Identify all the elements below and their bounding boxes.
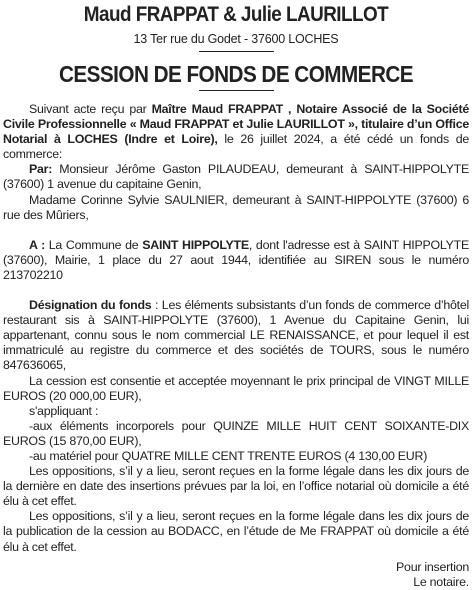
designation-paragraph xyxy=(3,298,469,373)
notaries-name: Maud FRAPPAT & Julie LAURILLOT xyxy=(83,3,389,26)
designation-text: : Les éléments subsistants d’un fonds de commerce d’hôtel restaurant sis à SAINT-HIPPOLYTE (37600), 1 Avenue du Capitaine Genin, lui appartenant, connu sous le nom commercial LE RENAISSANCE, et pour lequel il est immatriculé au registre du commerce et des sociétés de TOURS, sous le numéro 847636065, xyxy=(3,298,469,373)
office-address: 13 Ter rue du Godet - 37600 LOCHES xyxy=(133,32,339,46)
divider xyxy=(199,51,274,52)
notice-body xyxy=(3,102,469,555)
seller2-paragraph: Madame Corinne Sylvie SAULNIER, demeurant à SAINT-HIPPOLYTE (37600) 6 rue des Mûriers, xyxy=(3,192,469,222)
intro-notary: Maître Maud FRAPPAT , Notaire Associé de la Société Civile Professionnelle « Maud FRAPPAT et Julie LAURILLOT », titulaire d’un Office Notarial à LOCHES (Indre et Loire), xyxy=(3,102,469,147)
signature-line-2: Le notaire. xyxy=(413,574,469,589)
seller-text: Monsieur Jérôme Gaston PILAUDEAU, demeurant à SAINT-HIPPOLYTE (37600) 1 avenue du capitaine Genin, xyxy=(3,162,469,192)
opposition-paragraph-2: Les oppositions, s’il y a lieu, seront reçues en la forme légale dans les dix jours de la publication de la cession au BODACC, en l’étude de Me FRAPPAT où domicile a été élu à cet effet. xyxy=(3,509,469,554)
intro-text-end: le 26 juillet 2024, a été cédé un fonds de commerce: xyxy=(3,132,469,162)
seller-label: Par: xyxy=(29,162,53,177)
signature-block xyxy=(3,560,469,590)
price-paragraph: La cession est consentie et acceptée moyennant le prix principal de VINGT MILLE EUROS (20 000,00 EUR), xyxy=(3,373,469,403)
divider xyxy=(199,90,274,91)
spacer xyxy=(3,283,469,298)
applying-line: s'appliquant : xyxy=(29,403,99,418)
designation-label: Désignation du fonds xyxy=(29,298,152,313)
materiel-line: -au matériel pour QUATRE MILLE CENT TRENTE EUROS (4 130,00 EUR) xyxy=(29,448,428,463)
buyer-label: A : xyxy=(29,237,45,252)
buyer-text: La Commune de xyxy=(44,237,143,252)
buyer-paragraph xyxy=(3,238,469,283)
incorporels-line: -aux éléments incorporels pour QUINZE MILLE HUIT CENT SOIXANTE-DIX EUROS (15 870,00 EUR), xyxy=(3,418,469,448)
signature-line-1: Pour insertion xyxy=(396,559,469,574)
spacer xyxy=(3,223,469,238)
buyer-address: , dont l'adresse est à SAINT HIPPOLYTE (37600), Mairie, 1 place du 27 aout 1944, identifiée au SIREN sous le numéro 213702210 xyxy=(3,237,469,282)
intro-text: Suivant acte reçu par xyxy=(29,102,152,116)
intro-paragraph xyxy=(3,102,469,162)
opposition-paragraph-1: Les oppositions, s’il y a lieu, seront reçues en la forme légale dans les dix jours de la dernière en date des insertions prévues par la loi, en l’office notarial où domicile a été élu à cet effet. xyxy=(3,464,469,509)
seller-paragraph xyxy=(3,162,469,192)
buyer-name: SAINT HIPPOLYTE xyxy=(142,237,249,252)
notice-title: CESSION DE FONDS DE COMMERCE xyxy=(58,61,414,87)
